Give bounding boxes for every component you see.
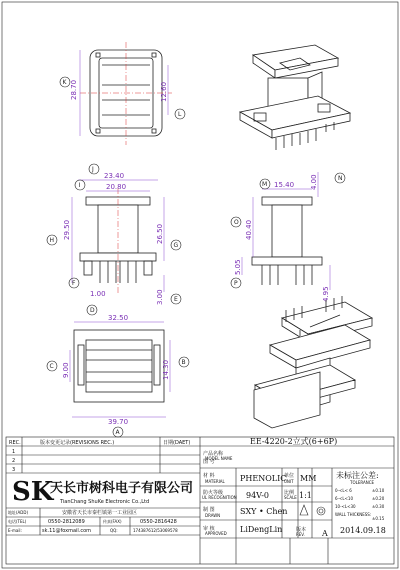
callout-o: O [234, 219, 239, 226]
rev-row-2: 2 [12, 458, 16, 464]
bottom-view [62, 314, 170, 426]
top-view [70, 42, 172, 145]
front-view [234, 172, 330, 302]
callout-a: A [115, 429, 120, 436]
email-value: sk.11@foxmail.com [42, 528, 92, 534]
tel-label: 电话(TEL) [8, 519, 27, 524]
tol-val-3: ±0.30 [372, 504, 385, 509]
drawn-value: SXY • Chen [240, 507, 288, 516]
side-outer-dim: 23.40 [104, 172, 125, 180]
rec-label: REC. [9, 440, 21, 446]
callout-e: E [174, 296, 178, 303]
fax-label: 传真(FAX) [103, 519, 122, 524]
rev-value: A [322, 529, 328, 538]
tol-row-2: 6-<L<10 [335, 496, 354, 501]
date-header: 日期(DAET) [163, 440, 191, 446]
fire-label: 防火等级 [203, 490, 224, 496]
tol-val-2: ±0.20 [372, 496, 385, 501]
scale-en: SCALE [284, 495, 297, 500]
tol-val-4: ±0.15 [372, 516, 385, 521]
callout-c: C [49, 363, 54, 370]
rev-label: 版本 [296, 527, 307, 533]
callout-m: M [262, 181, 268, 188]
scale-value: 1:1 [299, 491, 312, 500]
tolerance-en: TOLERANCE [350, 480, 375, 485]
bottom-inner-dim: 32.50 [108, 314, 129, 322]
callout-h: H [49, 237, 55, 244]
tol-row-4: WALL THICKNESS: [335, 512, 372, 517]
material-label: 材 料 [203, 473, 215, 479]
iso-h1-dim: 40.40 [245, 219, 253, 240]
scale-label: 比例 [284, 490, 295, 496]
top-inner-dim: 12.60 [160, 81, 168, 102]
rev-row-1: 1 [12, 449, 16, 455]
company-name-cn: 天长市树科电子有限公司 [50, 481, 194, 496]
iso-view-bottom [254, 296, 372, 428]
date-value: 2014.09.18 [340, 526, 386, 535]
tol-row-3: 10-<L<30 [335, 504, 356, 509]
side-h-total-dim: 29.50 [63, 219, 71, 240]
top-height-dim: 28.70 [70, 79, 78, 100]
side-h-inner-dim: 26.50 [156, 223, 164, 244]
email-label: E-mail: [8, 528, 22, 533]
review-en: APPROVED [205, 531, 227, 536]
address-label: 地址(ADD) [8, 510, 29, 515]
drawn-en: DRAWN [205, 513, 221, 518]
iso-h2-dim: 5.05 [234, 259, 242, 275]
callout-k: K [62, 79, 67, 86]
bottom-h2-dim: 14.30 [162, 359, 170, 380]
fax-value: 0550-2816428 [140, 519, 177, 525]
side-inner-dim: 20.80 [106, 183, 127, 191]
bottom-h1-dim: 9.00 [62, 362, 70, 378]
drawn-label: 制 图 [203, 507, 215, 513]
rev-header: 版本变更记录(REVISIONS REC.) [40, 440, 115, 446]
company-logo: SK [12, 477, 54, 507]
side-pin-pitch-dim: 1.00 [90, 290, 106, 298]
tol-val-1: ±0.10 [372, 488, 385, 493]
callout-n: N [338, 175, 343, 182]
fire-en: UL RECOGNITION [202, 495, 237, 500]
iso-width-dim: 15.40 [274, 181, 295, 189]
qq-label: QQ: [110, 528, 118, 533]
callout-g: G [173, 242, 179, 249]
review-label: 审 核 [203, 526, 215, 532]
product-name: EE-4220-2立式(6+6P) [250, 437, 338, 446]
tel-value: 0550-2812089 [48, 519, 85, 525]
product-name-en: MODEL NAME [205, 456, 233, 461]
reviewer-value: LiDengLin [240, 525, 283, 534]
unit-en: UNIT [284, 479, 294, 484]
callout-f: F [72, 280, 76, 287]
unit-value: MM [300, 474, 317, 483]
callout-d: D [90, 307, 95, 314]
address-value: 安徽省天长市秦栏镇第一工业园区 [62, 510, 138, 516]
side-pin-len-dim: 3.00 [156, 289, 164, 305]
rev-en: REV. [296, 532, 305, 537]
iso-view-top [240, 45, 350, 150]
iso-pin-dim: 4.95 [322, 286, 330, 302]
callout-j: J [92, 166, 94, 173]
callout-p: P [234, 280, 238, 287]
tol-row-1: 0-<L< 6 [335, 488, 352, 493]
callout-l: L [178, 111, 182, 118]
rev-row-3: 3 [12, 467, 16, 473]
material-en: MATERIAL [205, 479, 225, 484]
bottom-outer-dim: 39.70 [108, 418, 129, 426]
iso-flange-dim: 4.00 [310, 174, 318, 190]
material-value: PHENOLIC [240, 474, 287, 483]
product-name-label: 产品名称 [203, 451, 224, 457]
projection-symbol-icon [300, 505, 308, 515]
drawing-no-label: 图 号 [203, 459, 215, 465]
tolerance-title: 未标注公差: [336, 471, 379, 480]
side-view [63, 172, 164, 305]
fire-value: 94V-0 [246, 491, 270, 500]
unit-label: 单位 [284, 473, 295, 479]
callout-b: B [181, 359, 186, 366]
callout-i: I [78, 182, 81, 189]
qq-value: 174387612/53069578 [133, 528, 178, 533]
company-name-en: TianChang ShuKe Electronic Co.,Ltd [60, 499, 150, 505]
title-block [6, 436, 394, 564]
